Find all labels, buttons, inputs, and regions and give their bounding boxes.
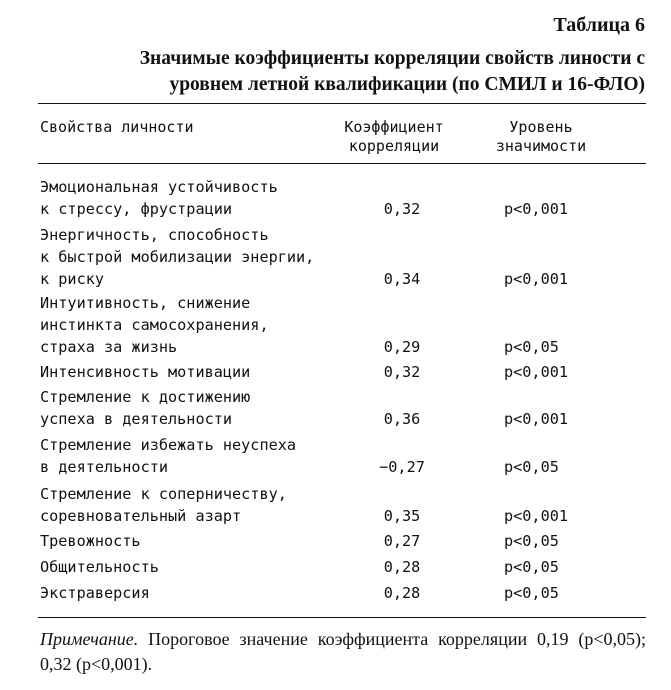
table-row-coefficient: 0,29 xyxy=(383,338,421,356)
header-significance-line: значимости xyxy=(495,137,587,155)
table-row-property xyxy=(40,361,250,383)
header-coefficient xyxy=(330,118,458,156)
table-row-coefficient: 0,27 xyxy=(383,532,421,550)
table-row-coefficient: 0,32 xyxy=(383,200,421,218)
property-line: к риску xyxy=(40,270,105,288)
table-row-significance: p<0,05 xyxy=(504,338,559,356)
property-line: успеха в деятельности xyxy=(40,410,233,428)
table-row-property xyxy=(40,224,314,290)
header-significance xyxy=(478,118,604,156)
table-top-rule xyxy=(38,103,646,104)
table-caption xyxy=(70,46,645,98)
property-line: страха за жизнь xyxy=(40,338,178,356)
table-row-property xyxy=(40,530,141,552)
table-number: Таблица 6 xyxy=(553,14,645,36)
table-row-coefficient: −0,27 xyxy=(379,458,425,476)
property-line: в деятельности xyxy=(40,458,169,476)
table-row-property xyxy=(40,483,287,527)
header-significance-line: Уровень xyxy=(509,118,573,136)
header-coefficient-line: корреляции xyxy=(348,137,440,155)
property-line: Стремление к соперничеству, xyxy=(40,485,287,503)
property-line: Эмоциональная устойчивость xyxy=(40,178,278,196)
table-row-property xyxy=(40,292,269,358)
table-row-coefficient: 0,36 xyxy=(383,410,421,428)
table-row-significance: p<0,05 xyxy=(504,458,559,476)
table-row-coefficient: 0,34 xyxy=(383,270,421,288)
header-coefficient-line: Коэффициент xyxy=(344,118,444,136)
property-line: к быстрой мобилизации энергии, xyxy=(40,248,315,266)
table-row-property xyxy=(40,582,150,604)
property-line: Стремление к достижению xyxy=(40,388,251,406)
table-row-coefficient: 0,28 xyxy=(383,584,421,602)
table-note xyxy=(40,627,646,677)
property-line: Интенсивность мотивации xyxy=(40,363,251,381)
table-row-significance: p<0,001 xyxy=(504,270,569,288)
table-row-coefficient: 0,35 xyxy=(383,507,421,525)
property-line: Стремление избежать неуспеха xyxy=(40,436,297,454)
table-row-significance: p<0,001 xyxy=(504,507,569,525)
table-row-property xyxy=(40,176,278,220)
table-row-significance: p<0,05 xyxy=(504,584,559,602)
table-row-property xyxy=(40,434,296,478)
property-line: Общительность xyxy=(40,558,159,576)
table-row-significance: p<0,001 xyxy=(504,200,569,218)
property-line: соревновательный азарт xyxy=(40,507,242,525)
table-bottom-rule xyxy=(38,617,646,618)
table-row-coefficient: 0,32 xyxy=(383,363,421,381)
property-line: Энергичность, способность xyxy=(40,226,269,244)
table-row-property xyxy=(40,386,250,430)
header-property xyxy=(40,118,194,137)
table-row-significance: p<0,05 xyxy=(504,532,559,550)
header-property-label: Свойства личности xyxy=(40,118,194,136)
property-line: инстинкта самосохранения, xyxy=(40,316,269,334)
table-header-rule xyxy=(38,163,646,164)
property-line: Тревожность xyxy=(40,532,141,550)
note-text: Пороговое значение коэффициента корреляции 0,19 (р<0,05); 0,32 (р<0,001). xyxy=(40,629,646,674)
property-line: Экстраверсия xyxy=(40,584,150,602)
property-line: к стрессу, фрустрации xyxy=(40,200,233,218)
table-row-significance: p<0,05 xyxy=(504,558,559,576)
note-label: Примечание. xyxy=(40,629,139,649)
table-row-property xyxy=(40,556,159,578)
table-row-significance: p<0,001 xyxy=(504,410,569,428)
table-caption-line: уровнем летной квалификации (по СМИЛ и 16-ФЛО) xyxy=(169,74,645,95)
table-caption-line: Значимые коэффициенты корреляции свойств линости с xyxy=(139,48,645,69)
table-row-coefficient: 0,28 xyxy=(383,558,421,576)
table-row-significance: p<0,001 xyxy=(504,363,569,381)
property-line: Интуитивность, снижение xyxy=(40,294,251,312)
